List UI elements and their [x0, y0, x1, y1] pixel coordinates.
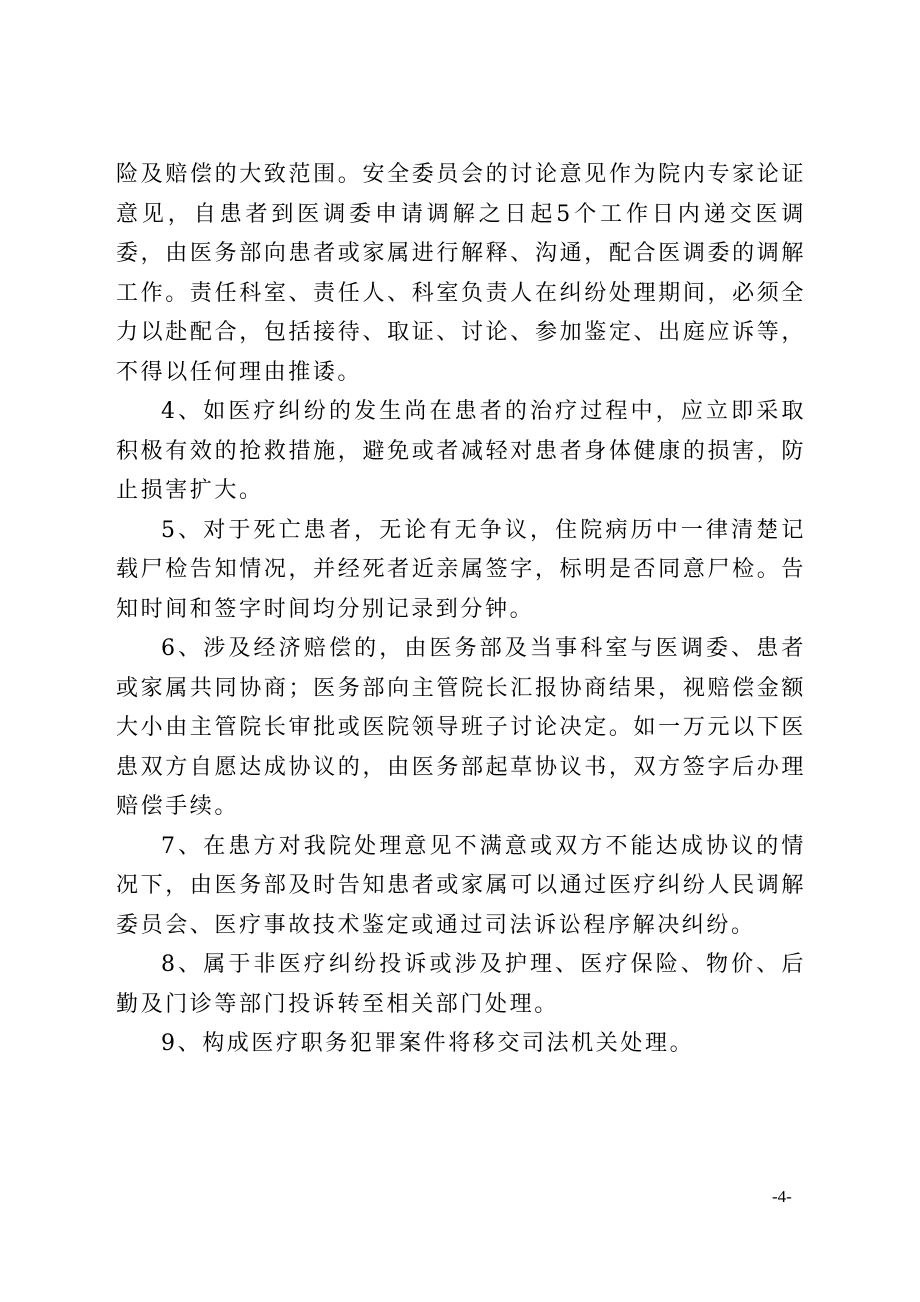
paragraph-item-9: 9、构成医疗职务犯罪案件将移交司法机关处理。: [161, 1031, 695, 1056]
document-body: [116, 155, 806, 1064]
paragraph-item-4: 4、如医疗纠纷的发生尚在患者的治疗过程中，应立即采取积极有效的抢救措施，避免或者减轻对患者身体健康的损害，防止损害扩大。: [116, 399, 806, 503]
paragraph-item-5: 5、对于死亡患者，无论有无争议，住院病历中一律清楚记载尸检告知情况，并经死者近亲属签字，标明是否同意尸检。告知时间和签字时间均分别记录到分钟。: [116, 517, 806, 622]
paragraph-item-7: 7、在患方对我院处理意见不满意或双方不能达成协议的情况下，由医务部及时告知患者或家属可以通过医疗纠纷人民调解委员会、医疗事故技术鉴定或通过司法诉讼程序解决纠纷。: [116, 833, 806, 938]
paragraph-continuation: 险及赔偿的大致范围。安全委员会的讨论意见作为院内专家论证意见，自患者到医调委申请调解之日起5个工作日内递交医调委，由医务部向患者或家属进行解释、沟通，配合医调委的调解工作。责任科室、责任人、科室负责人在纠纷处理期间，必须全力以赴配合，包括接待、取证、讨论、参加鉴定、出庭应诉等，不得以任何理由推诿。: [116, 162, 806, 385]
paragraph-item-8: 8、属于非医疗纠纷投诉或涉及护理、医疗保险、物价、后勤及门诊等部门投诉转至相关部门处理。: [116, 952, 806, 1017]
page-number: -4-: [772, 1187, 792, 1206]
paragraph-item-6: 6、涉及经济赔偿的，由医务部及当事科室与医调委、患者或家属共同协商；医务部向主管院长汇报协商结果，视赔偿金额大小由主管院长审批或医院领导班子讨论决定。如一万元以下医患双方自愿达成协议的，由医务部起草协议书，双方签字后办理赔偿手续。: [116, 636, 806, 819]
